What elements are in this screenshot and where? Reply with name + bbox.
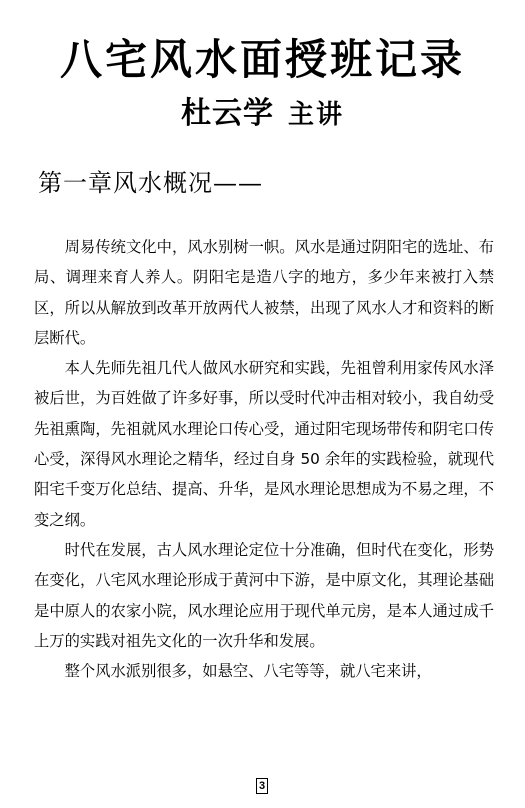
body-text [34,232,494,686]
byline [0,96,525,136]
author-role: 主讲 [287,100,344,130]
page-number: 3 [256,778,268,794]
paragraph: 整个风水派别很多，如悬空、八宅等等，就八宅来讲， [64,662,432,681]
chapter-heading: 第一章风水概况—— [38,169,263,197]
paragraph: 周易传统文化中，风水别树一帜。风水是通过阴阳宅的选址、布局、调理来育人养人。阴阳宅是造八字的地方，多少年来被打入禁区，所以从解放到改革开放两代人被禁，出现了风水人才和资料的断层断代。 [34,238,494,347]
paragraph: 时代在发展，古人风水理论定位十分准确，但时代在变化，形势在变化，八宅风水理论形成于黄河中下游，是中原文化，其理论基础是中原人的农家小院，风水理论应用于现代单元房，是本人通过成千上万的实践对祖先文化的一次升华和发展。 [34,540,494,650]
author-name: 杜云学 [180,96,274,131]
paragraph: 本人先师先祖几代人做风水研究和实践，先祖曾利用家传风水泽被后世，为百姓做了许多好事，所以受时代冲击相对较小，我自幼受先祖熏陶，先祖就风水理论口传心受，通过阳宅现场带传和阴宅口传心受，深得风水理论之精华，经过自身 50 余年的实践检验，就现代阳宅千变万化总结、提高、升华，是风水理论思想成为不易之理，不变之纲。 [34,359,494,529]
document-title: 八宅风水面授班记录 [59,35,465,84]
